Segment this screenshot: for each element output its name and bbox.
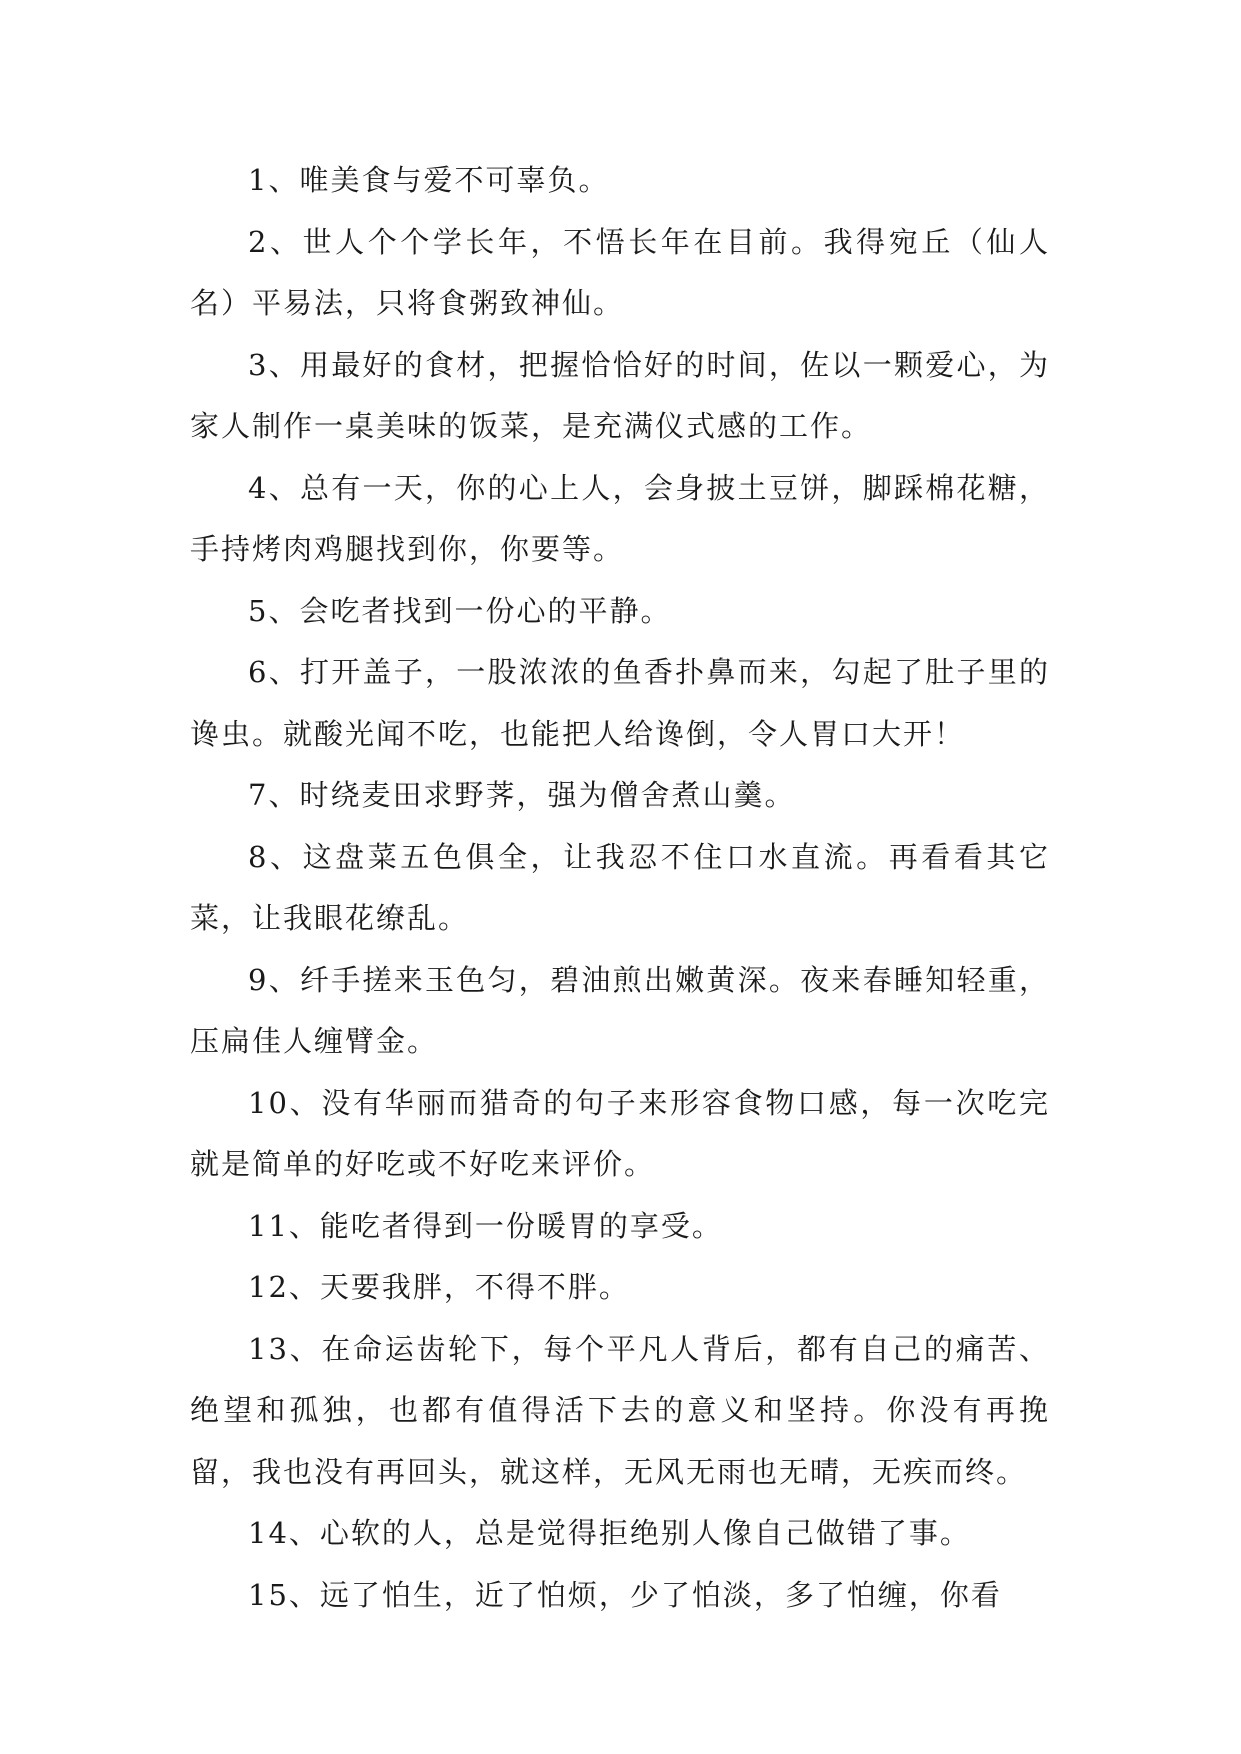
- paragraph-7: 7、时绕麦田求野荠，强为僧舍煮山羹。: [248, 778, 796, 812]
- paragraph-12: 12、天要我胖，不得不胖。: [248, 1270, 630, 1304]
- paragraph-9: 9、纤手搓来玉色匀，碧油煎出嫩黄深。夜来春睡知轻重，压扁佳人缠臂金。: [190, 962, 1050, 1058]
- paragraph-6: 6、打开盖子，一股浓浓的鱼香扑鼻而来，勾起了肚子里的谗虫。就酸光闻不吃，也能把人给谗倒，令人胃口大开！: [190, 655, 1050, 751]
- paragraph-2: 2、世人个个学长年，不悟长年在目前。我得宛丘（仙人名）平易法，只将食粥致神仙。: [190, 224, 1050, 320]
- paragraph-10: 10、没有华丽而猎奇的句子来形容食物口感，每一次吃完就是简单的好吃或不好吃来评价。: [190, 1085, 1050, 1181]
- paragraph-13: 13、在命运齿轮下，每个平凡人背后，都有自己的痛苦、绝望和孤独，也都有值得活下去的意义和坚持。你没有再挽留，我也没有再回头，就这样，无风无雨也无晴，无疾而终。: [190, 1331, 1050, 1489]
- document-body: [190, 150, 1050, 1626]
- paragraph-4: 4、总有一天，你的心上人，会身披土豆饼，脚踩棉花糖，手持烤肉鸡腿找到你，你要等。: [190, 470, 1050, 566]
- paragraph-11: 11、能吃者得到一份暖胃的享受。: [248, 1208, 723, 1243]
- paragraph-8: 8、这盘菜五色俱全，让我忍不住口水直流。再看看其它菜，让我眼花缭乱。: [190, 839, 1050, 935]
- paragraph-1: 1、唯美食与爱不可辜负。: [248, 163, 610, 197]
- paragraph-14: 14、心软的人，总是觉得拒绝别人像自己做错了事。: [248, 1516, 971, 1550]
- paragraph-15: 15、远了怕生，近了怕烦，少了怕淡，多了怕缠，你看: [248, 1577, 1002, 1612]
- paragraph-5: 5、会吃者找到一份心的平静。: [248, 593, 672, 628]
- paragraph-3: 3、用最好的食材，把握恰恰好的时间，佐以一颗爱心，为家人制作一桌美味的饭菜，是充满仪式感的工作。: [190, 347, 1050, 443]
